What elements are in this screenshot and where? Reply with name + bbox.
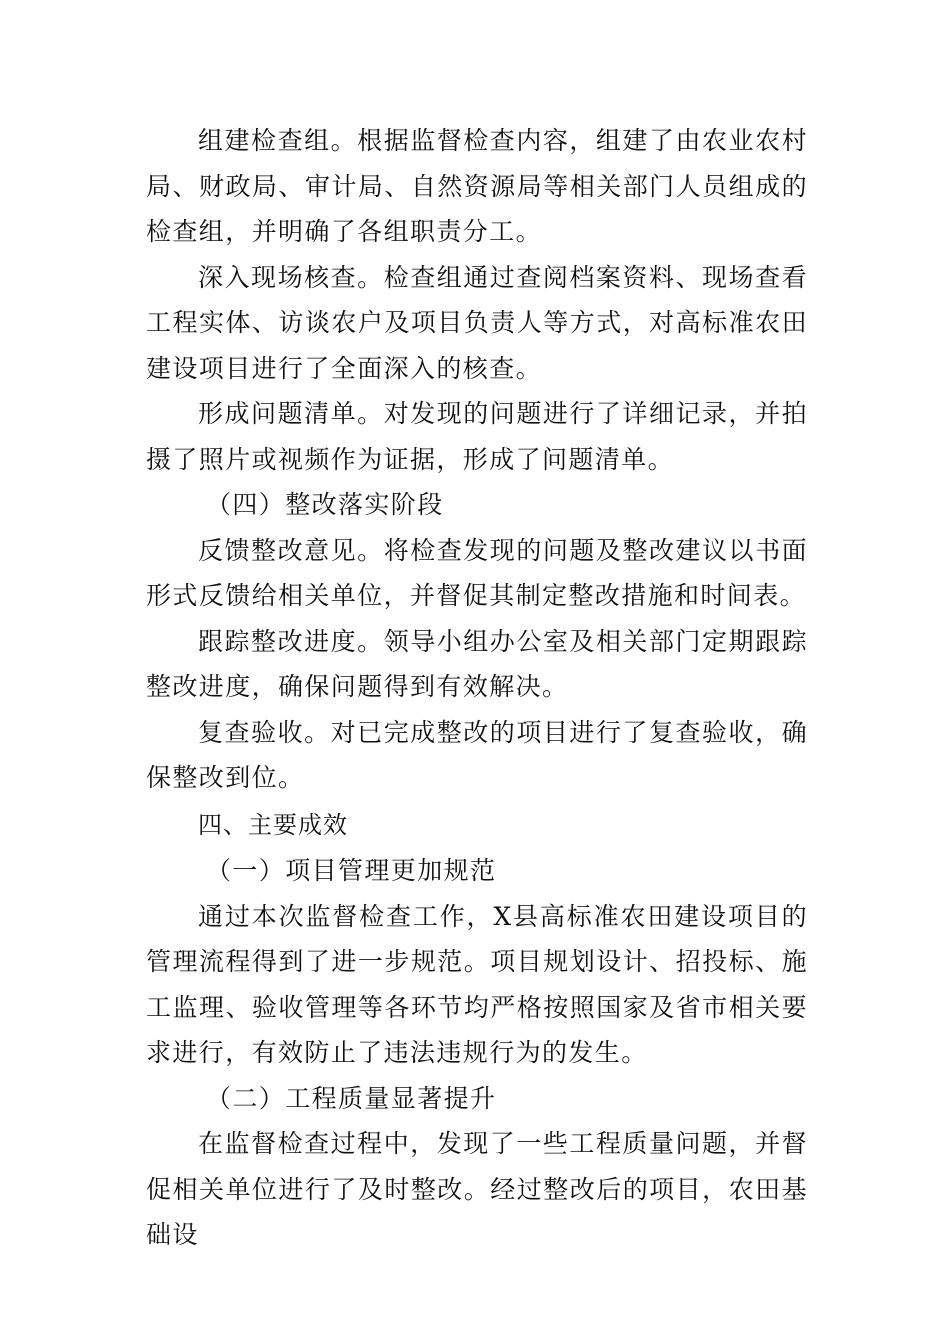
subheading-engineering-quality: （二）工程质量显著提升 [206,1083,497,1113]
paragraph-feedback-opinions: 反馈整改意见。将检查发现的问题及整改建议以书面形式反馈给相关单位，并督促其制定整改措施和时间表。 [146,535,808,610]
subheading-rectification-stage: （四）整改落实阶段 [206,490,444,519]
paragraph-reinspection: 复查验收。对已完成整改的项目进行了复查验收，确保整改到位。 [146,717,808,792]
document-body [146,118,808,1258]
paragraph-onsite-verification: 深入现场核查。检查组通过查阅档案资料、现场查看工程实体、访谈农户及项目负责人等方式，对高标准农田建设项目进行了全面深入的核查。 [146,262,808,383]
section-heading-main-results: 四、主要成效 [198,810,348,839]
paragraph-problem-list: 形成问题清单。对发现的问题进行了详细记录，并拍摄了照片或视频作为证据，形成了问题清单。 [146,399,808,474]
paragraph-form-inspection-team: 组建检查组。根据监督检查内容，组建了由农业农村局、财政局、审计局、自然资源局等相关部门人员组成的检查组，并明确了各组职责分工。 [146,126,808,246]
paragraph-track-progress: 跟踪整改进度。领导小组办公室及相关部门定期跟踪整改进度，确保问题得到有效解决。 [146,626,808,701]
paragraph-quality-improved: 在监督检查过程中，发现了一些工程质量问题，并督促相关单位进行了及时整改。经过整改后的项目，农田基础设 [146,1129,808,1249]
paragraph-management-standardized: 通过本次监督检查工作，X县高标准农田建设项目的管理流程得到了进一步规范。项目规划设计、招投标、施工监理、验收管理等各环节均严格按照国家及省市相关要求进行，有效防止了违法违规行为的发生。 [146,901,808,1067]
subheading-project-management: （一）项目管理更加规范 [206,856,497,885]
